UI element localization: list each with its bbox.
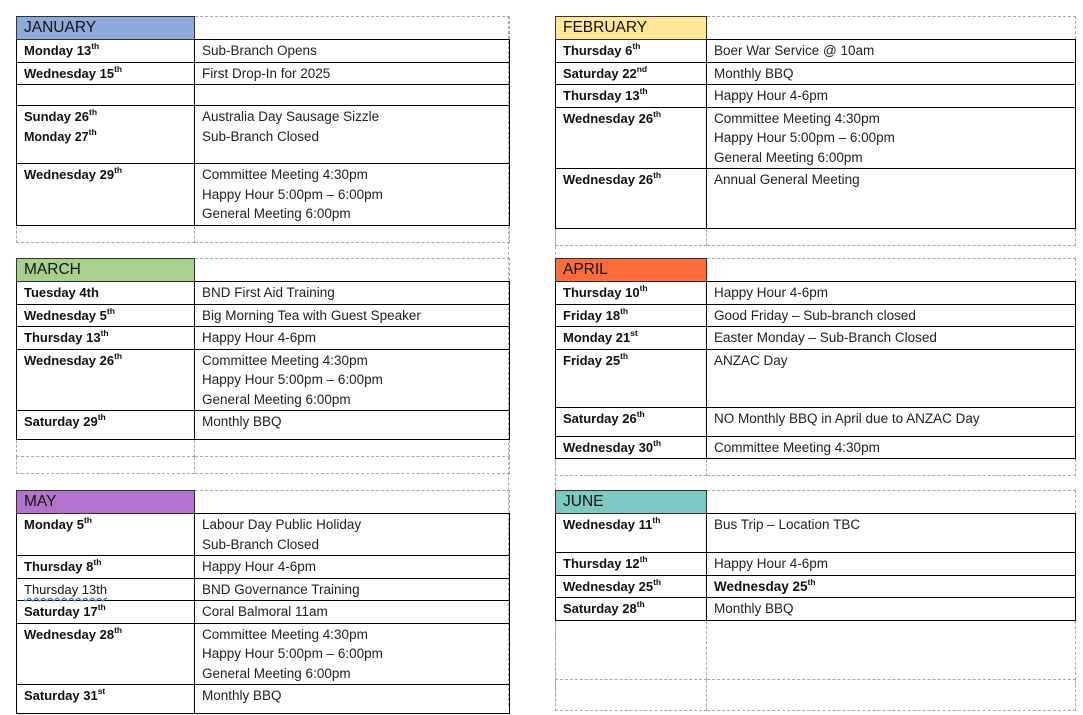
table-row: Saturday 26th NO Monthly BBQ in April due to ANZAC Day (556, 407, 1076, 436)
calendar-june (555, 490, 1076, 711)
table-row: Saturday 22nd Monthly BBQ (556, 62, 1076, 85)
table-row: Thursday 13th Happy Hour 4-6pm (556, 85, 1076, 108)
table-row: Wednesday 28th Committee Meeting 4:30pm Happy Hour 5:00pm – 6:00pm General Meeting 6:00pm (17, 623, 510, 685)
calendar-february (555, 16, 1076, 246)
table-row: Friday 25th ANZAC Day (556, 349, 1076, 407)
table-row: Thursday 10th Happy Hour 4-6pm (556, 282, 1076, 305)
table-row: Monday 13th Sub-Branch Opens (17, 40, 510, 63)
calendar-april (555, 258, 1076, 476)
table-row: Thursday 13th BND Governance Training (17, 578, 510, 601)
table-row: Thursday 6th Boer War Service @ 10am (556, 40, 1076, 63)
table-row: Wednesday 15th First Drop-In for 2025 (17, 62, 510, 85)
table-row: Tuesday 4th BND First Aid Training (17, 282, 510, 305)
month-title: APRIL (556, 259, 707, 282)
table-row: Thursday 13th Happy Hour 4-6pm (17, 327, 510, 350)
table-row: Monday 21st Easter Monday – Sub-Branch Closed (556, 327, 1076, 350)
table-row: Wednesday 26th Committee Meeting 4:30pm Happy Hour 5:00pm – 6:00pm General Meeting 6:00pm (17, 349, 510, 411)
table-row: Wednesday 26th Annual General Meeting (556, 169, 1076, 229)
table-row (17, 85, 510, 106)
month-title: MAY (17, 491, 195, 514)
table-row: Saturday 31st Monthly BBQ (17, 685, 510, 714)
month-title: MARCH (17, 259, 195, 282)
table-row: Wednesday 5th Big Morning Tea with Guest Speaker (17, 304, 510, 327)
calendar-march (16, 258, 510, 474)
table-row: Sunday 26th Monday 27th Australia Day Sausage Sizzle Sub-Branch Closed (17, 106, 510, 164)
table-row: Thursday 12th Happy Hour 4-6pm (556, 553, 1076, 576)
table-row: Wednesday 29th Committee Meeting 4:30pm Happy Hour 5:00pm – 6:00pm General Meeting 6:00pm (17, 164, 510, 226)
month-title: FEBRUARY (556, 17, 707, 40)
table-row: Saturday 28th Monthly BBQ (556, 598, 1076, 621)
table-row: Wednesday 25th Wednesday 25th (556, 575, 1076, 598)
calendar-may (16, 490, 510, 714)
month-title: JANUARY (17, 17, 195, 40)
table-row: Wednesday 26th Committee Meeting 4:30pm Happy Hour 5:00pm – 6:00pm General Meeting 6:00pm (556, 107, 1076, 169)
month-title: JUNE (556, 491, 707, 514)
table-row: Friday 18th Good Friday – Sub-branch closed (556, 304, 1076, 327)
table-row: Wednesday 30th Committee Meeting 4:30pm (556, 436, 1076, 459)
calendar-january (16, 16, 510, 243)
table-row: Saturday 17th Coral Balmoral 11am (17, 601, 510, 624)
table-row: Wednesday 11th Bus Trip – Location TBC (556, 514, 1076, 553)
table-row: Saturday 29th Monthly BBQ (17, 411, 510, 440)
table-row: Thursday 8th Happy Hour 4-6pm (17, 556, 510, 579)
table-row: Monday 5th Labour Day Public Holiday Sub-Branch Closed (17, 514, 510, 556)
